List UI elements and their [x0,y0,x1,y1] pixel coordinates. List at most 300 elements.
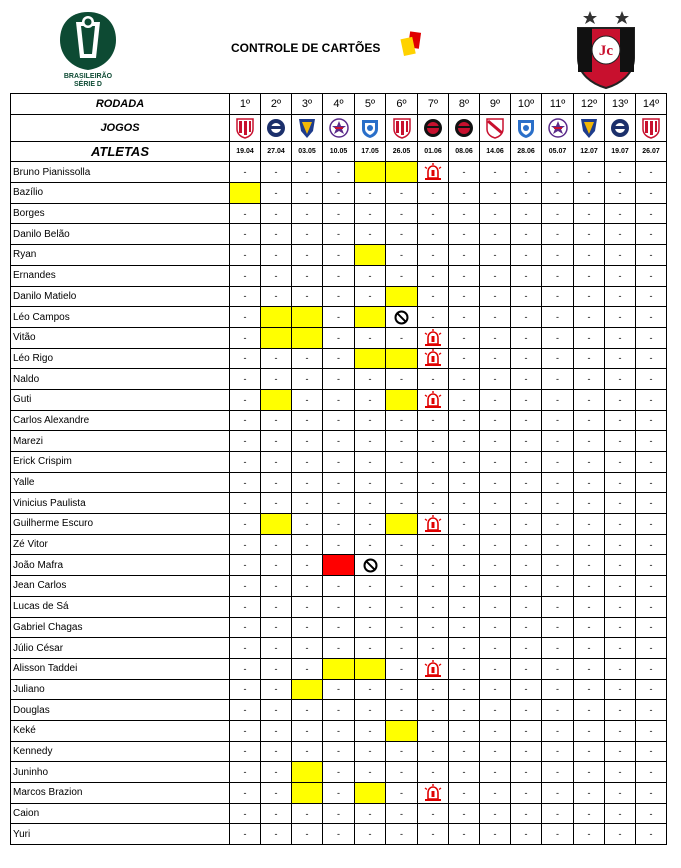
empty-cell: - [449,472,480,493]
empty-cell: - [574,472,605,493]
empty-cell: - [386,762,418,783]
yellow-card-cell [386,162,418,183]
empty-cell: - [386,245,418,266]
empty-cell: - [605,741,636,762]
empty-cell: - [292,658,323,679]
yellow-card-cell [386,286,418,307]
empty-cell: - [355,369,386,390]
athlete-row [11,389,667,410]
empty-cell: - [418,617,449,638]
empty-cell: - [292,824,323,845]
empty-cell: - [261,803,292,824]
athlete-row [11,514,667,535]
empty-cell: - [323,783,355,804]
opponent-crest-icon [605,114,636,141]
empty-cell: - [605,576,636,597]
yellow-card-cell [355,348,386,369]
athlete-name: Carlos Alexandre [11,410,230,431]
empty-cell: - [355,472,386,493]
empty-cell: - [449,658,480,679]
yellow-card-cell [292,327,323,348]
athlete-row [11,741,667,762]
club-crest [574,8,638,90]
empty-cell: - [574,245,605,266]
athlete-name: Danilo Matielo [11,286,230,307]
athlete-name: Marcos Brazion [11,783,230,804]
empty-cell: - [480,162,511,183]
empty-cell: - [449,679,480,700]
empty-cell: - [292,452,323,473]
empty-cell: - [480,431,511,452]
athlete-name: Vinicius Paulista [11,493,230,514]
empty-cell: - [542,472,574,493]
athlete-row [11,203,667,224]
empty-cell: - [418,307,449,328]
athlete-row [11,762,667,783]
empty-cell: - [230,514,261,535]
empty-cell: - [386,224,418,245]
empty-cell: - [418,824,449,845]
empty-cell: - [511,265,542,286]
empty-cell: - [542,741,574,762]
opponent-crest-icon [511,114,542,141]
yellow-card-cell [292,762,323,783]
round-number: 13º [605,94,636,115]
empty-cell: - [261,783,292,804]
empty-cell: - [480,534,511,555]
empty-cell: - [605,389,636,410]
athlete-row [11,307,667,328]
empty-cell: - [418,638,449,659]
empty-cell: - [230,596,261,617]
match-date: 12.07 [574,141,605,162]
empty-cell: - [386,534,418,555]
empty-cell: - [261,245,292,266]
empty-cell: - [323,348,355,369]
empty-cell: - [386,452,418,473]
empty-cell: - [511,203,542,224]
empty-cell: - [636,534,667,555]
empty-cell: - [480,762,511,783]
yellow-card-cell [355,307,386,328]
empty-cell: - [418,410,449,431]
empty-cell: - [605,803,636,824]
empty-cell: - [230,162,261,183]
athlete-name: Léo Rigo [11,348,230,369]
empty-cell: - [230,307,261,328]
empty-cell: - [355,824,386,845]
round-number: 3º [292,94,323,115]
empty-cell: - [480,203,511,224]
empty-cell: - [542,245,574,266]
opponent-crest-icon [542,114,574,141]
athlete-row [11,720,667,741]
opponent-crest-icon [449,114,480,141]
empty-cell: - [636,493,667,514]
empty-cell: - [449,265,480,286]
empty-cell: - [230,348,261,369]
empty-cell: - [574,555,605,576]
empty-cell: - [480,307,511,328]
yellow-card-cell [261,327,292,348]
empty-cell: - [574,389,605,410]
empty-cell: - [355,534,386,555]
empty-cell: - [449,348,480,369]
athlete-row [11,183,667,204]
yellow-card-cell [386,389,418,410]
athlete-name: Yuri [11,824,230,845]
opponent-crest-icon [292,114,323,141]
cards-icon [400,30,422,60]
athlete-name: João Mafra [11,555,230,576]
empty-cell: - [542,431,574,452]
empty-cell: - [574,534,605,555]
empty-cell: - [292,596,323,617]
empty-cell: - [292,472,323,493]
athlete-name: Danilo Belão [11,224,230,245]
empty-cell: - [480,224,511,245]
opponent-crest-icon [230,114,261,141]
empty-cell: - [511,472,542,493]
opponent-crest-icon [323,114,355,141]
athlete-row [11,265,667,286]
empty-cell: - [574,638,605,659]
empty-cell: - [449,514,480,535]
empty-cell: - [605,224,636,245]
empty-cell: - [261,638,292,659]
athlete-row [11,286,667,307]
empty-cell: - [261,162,292,183]
empty-cell: - [480,410,511,431]
empty-cell: - [605,493,636,514]
empty-cell: - [323,307,355,328]
empty-cell: - [605,514,636,535]
empty-cell: - [292,369,323,390]
athlete-row [11,493,667,514]
empty-cell: - [323,762,355,783]
empty-cell: - [355,762,386,783]
empty-cell: - [323,741,355,762]
empty-cell: - [480,493,511,514]
empty-cell: - [511,452,542,473]
empty-cell: - [574,741,605,762]
athlete-row [11,410,667,431]
empty-cell: - [449,307,480,328]
empty-cell: - [605,348,636,369]
empty-cell: - [574,514,605,535]
empty-cell: - [261,183,292,204]
empty-cell: - [480,348,511,369]
athlete-name: Erick Crispim [11,452,230,473]
suspension-alert-icon [418,658,449,679]
suspended-icon [355,555,386,576]
empty-cell: - [511,431,542,452]
empty-cell: - [292,286,323,307]
athlete-name: Juliano [11,679,230,700]
empty-cell: - [449,410,480,431]
empty-cell: - [542,824,574,845]
empty-cell: - [542,555,574,576]
empty-cell: - [292,245,323,266]
empty-cell: - [574,720,605,741]
athlete-name: Kennedy [11,741,230,762]
athlete-row [11,224,667,245]
athlete-name: Jean Carlos [11,576,230,597]
athlete-name: Juninho [11,762,230,783]
empty-cell: - [418,493,449,514]
round-number: 10º [511,94,542,115]
empty-cell: - [261,431,292,452]
match-date: 05.07 [542,141,574,162]
athlete-name: Borges [11,203,230,224]
athlete-row [11,348,667,369]
empty-cell: - [386,555,418,576]
empty-cell: - [261,658,292,679]
empty-cell: - [511,183,542,204]
athlete-name: Ryan [11,245,230,266]
match-date: 26.05 [386,141,418,162]
empty-cell: - [261,452,292,473]
empty-cell: - [386,658,418,679]
empty-cell: - [323,265,355,286]
athlete-name: Guti [11,389,230,410]
empty-cell: - [636,679,667,700]
empty-cell: - [636,245,667,266]
empty-cell: - [230,224,261,245]
empty-cell: - [355,720,386,741]
empty-cell: - [480,369,511,390]
empty-cell: - [323,824,355,845]
athlete-name: Marezi [11,431,230,452]
empty-cell: - [480,452,511,473]
empty-cell: - [511,596,542,617]
empty-cell: - [480,514,511,535]
empty-cell: - [636,783,667,804]
empty-cell: - [355,803,386,824]
empty-cell: - [605,720,636,741]
athlete-name: Zé Vitor [11,534,230,555]
empty-cell: - [574,162,605,183]
empty-cell: - [323,245,355,266]
empty-cell: - [292,700,323,721]
empty-cell: - [230,783,261,804]
suspension-alert-icon [418,514,449,535]
empty-cell: - [323,679,355,700]
empty-cell: - [636,700,667,721]
empty-cell: - [480,700,511,721]
empty-cell: - [636,286,667,307]
empty-cell: - [542,224,574,245]
athlete-row [11,783,667,804]
empty-cell: - [636,224,667,245]
empty-cell: - [323,638,355,659]
athlete-row [11,803,667,824]
empty-cell: - [605,162,636,183]
empty-cell: - [230,700,261,721]
empty-cell: - [230,803,261,824]
empty-cell: - [449,327,480,348]
empty-cell: - [480,741,511,762]
empty-cell: - [542,514,574,535]
empty-cell: - [605,762,636,783]
empty-cell: - [449,286,480,307]
empty-cell: - [542,348,574,369]
empty-cell: - [574,431,605,452]
empty-cell: - [574,658,605,679]
empty-cell: - [449,741,480,762]
empty-cell: - [511,679,542,700]
empty-cell: - [480,803,511,824]
empty-cell: - [636,596,667,617]
empty-cell: - [574,617,605,638]
empty-cell: - [605,286,636,307]
empty-cell: - [418,700,449,721]
empty-cell: - [636,803,667,824]
yellow-card-cell [355,783,386,804]
yellow-card-cell [230,183,261,204]
empty-cell: - [480,596,511,617]
empty-cell: - [449,555,480,576]
empty-cell: - [511,658,542,679]
empty-cell: - [418,452,449,473]
athlete-name: Caion [11,803,230,824]
empty-cell: - [574,307,605,328]
round-number: 8º [449,94,480,115]
empty-cell: - [418,286,449,307]
round-number: 11º [542,94,574,115]
empty-cell: - [636,389,667,410]
empty-cell: - [323,700,355,721]
empty-cell: - [605,369,636,390]
empty-cell: - [323,472,355,493]
empty-cell: - [636,762,667,783]
yellow-card-cell [323,658,355,679]
empty-cell: - [636,576,667,597]
athlete-row [11,576,667,597]
round-number: 9º [480,94,511,115]
empty-cell: - [261,348,292,369]
empty-cell: - [542,803,574,824]
empty-cell: - [542,286,574,307]
empty-cell: - [449,245,480,266]
empty-cell: - [605,596,636,617]
athlete-name: Ernandes [11,265,230,286]
empty-cell: - [449,493,480,514]
red-card-cell [323,555,355,576]
empty-cell: - [261,369,292,390]
empty-cell: - [542,203,574,224]
round-label: RODADA [11,94,230,115]
empty-cell: - [605,265,636,286]
empty-cell: - [574,596,605,617]
empty-cell: - [355,638,386,659]
empty-cell: - [605,658,636,679]
empty-cell: - [261,265,292,286]
empty-cell: - [323,803,355,824]
round-number: 2º [261,94,292,115]
athlete-name: Lucas de Sá [11,596,230,617]
empty-cell: - [261,596,292,617]
empty-cell: - [449,452,480,473]
empty-cell: - [511,534,542,555]
empty-cell: - [292,203,323,224]
empty-cell: - [480,679,511,700]
empty-cell: - [355,410,386,431]
empty-cell: - [323,514,355,535]
empty-cell: - [542,307,574,328]
empty-cell: - [449,203,480,224]
empty-cell: - [636,472,667,493]
empty-cell: - [511,576,542,597]
empty-cell: - [323,369,355,390]
empty-cell: - [355,576,386,597]
athlete-row [11,452,667,473]
match-date: 10.05 [323,141,355,162]
empty-cell: - [230,245,261,266]
empty-cell: - [605,327,636,348]
athlete-row [11,472,667,493]
league-name [38,73,138,89]
empty-cell: - [386,472,418,493]
dates-row [11,141,667,162]
empty-cell: - [418,265,449,286]
empty-cell: - [386,493,418,514]
empty-cell: - [355,286,386,307]
empty-cell: - [292,576,323,597]
empty-cell: - [355,493,386,514]
empty-cell: - [355,617,386,638]
empty-cell: - [230,410,261,431]
athlete-name: Bruno Pianissolla [11,162,230,183]
empty-cell: - [480,183,511,204]
empty-cell: - [542,369,574,390]
rounds-row [11,94,667,115]
suspended-icon [386,307,418,328]
empty-cell: - [386,265,418,286]
empty-cell: - [418,596,449,617]
empty-cell: - [511,286,542,307]
athlete-row [11,824,667,845]
empty-cell: - [605,472,636,493]
empty-cell: - [292,348,323,369]
empty-cell: - [574,224,605,245]
empty-cell: - [480,389,511,410]
empty-cell: - [480,658,511,679]
empty-cell: - [230,452,261,473]
empty-cell: - [574,410,605,431]
empty-cell: - [574,700,605,721]
empty-cell: - [323,534,355,555]
empty-cell: - [386,824,418,845]
empty-cell: - [542,452,574,473]
opponent-crest-icon [418,114,449,141]
empty-cell: - [292,720,323,741]
empty-cell: - [480,824,511,845]
empty-cell: - [230,431,261,452]
empty-cell: - [542,162,574,183]
empty-cell: - [511,327,542,348]
empty-cell: - [574,265,605,286]
empty-cell: - [574,203,605,224]
empty-cell: - [230,472,261,493]
empty-cell: - [323,183,355,204]
empty-cell: - [449,762,480,783]
empty-cell: - [511,514,542,535]
empty-cell: - [511,307,542,328]
empty-cell: - [230,658,261,679]
empty-cell: - [355,741,386,762]
empty-cell: - [480,327,511,348]
